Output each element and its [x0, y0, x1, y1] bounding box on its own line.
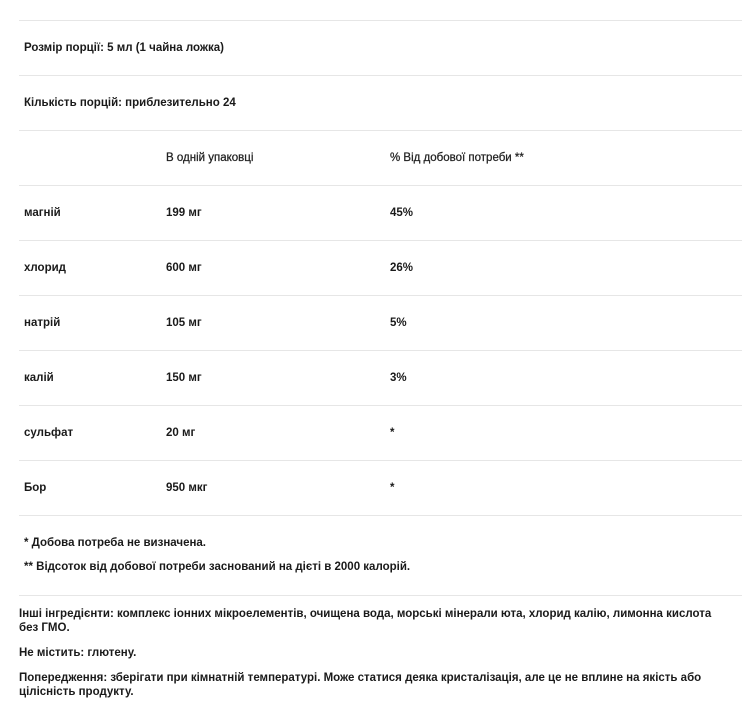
- table-row: [19, 405, 742, 460]
- nutrient-name: натрій: [24, 317, 61, 329]
- footnote-daily-value-basis: ** Відсоток від добової потреби заснований на дієті в 2000 калорій.: [24, 561, 411, 573]
- nutrient-amount: 199 мг: [166, 207, 202, 219]
- table-row: [19, 460, 742, 516]
- product-notes: [19, 596, 742, 699]
- nutrient-name: Бор: [24, 482, 47, 494]
- nutrient-daily-value: 26%: [390, 262, 414, 274]
- nutrient-daily-value: 5%: [390, 317, 407, 329]
- table-header: [19, 130, 742, 185]
- header-daily-value: % Від добової потреби **: [390, 152, 524, 164]
- nutrient-daily-value: 45%: [390, 207, 414, 219]
- servings-count: Кількість порцій: приблезительно 24: [24, 97, 236, 109]
- nutrient-amount: 600 мг: [166, 262, 202, 274]
- footnote-not-established: * Добова потреба не визначена.: [24, 537, 207, 549]
- nutrient-daily-value: *: [390, 482, 395, 494]
- footnotes: [19, 516, 742, 596]
- serving-size-row: [19, 20, 742, 75]
- storage-warning: Попередження: зберігати при кімнатній температурі. Може статися деяка кристалізація, але це не вплине на якість або цілісність продукту.: [19, 672, 702, 698]
- nutrient-daily-value: 3%: [390, 372, 407, 384]
- table-row: [19, 295, 742, 350]
- serving-size: Розмір порції: 5 мл (1 чайна ложка): [24, 42, 224, 54]
- allergen-free: Не містить: глютену.: [19, 647, 137, 659]
- nutrient-name: сульфат: [24, 427, 74, 439]
- table-row: [19, 350, 742, 405]
- table-row: [19, 240, 742, 295]
- nutrient-amount: 105 мг: [166, 317, 202, 329]
- nutrient-daily-value: *: [390, 427, 395, 439]
- nutrient-name: магній: [24, 207, 61, 219]
- nutrient-amount: 20 мг: [166, 427, 196, 439]
- header-amount: В одній упаковці: [166, 152, 254, 164]
- nutrient-amount: 950 мкг: [166, 482, 208, 494]
- nutrient-name: калій: [24, 372, 54, 384]
- nutrient-amount: 150 мг: [166, 372, 202, 384]
- table-row: [19, 185, 742, 240]
- nutrient-name: хлорид: [24, 262, 66, 274]
- servings-count-row: [19, 75, 742, 130]
- other-ingredients: Інші інгредієнти: комплекс іонних мікроелементів, очищена вода, морські мінерали юта, хлорид калію, лимонна кислота без ГМО.: [19, 608, 712, 634]
- supplement-facts: [19, 20, 742, 710]
